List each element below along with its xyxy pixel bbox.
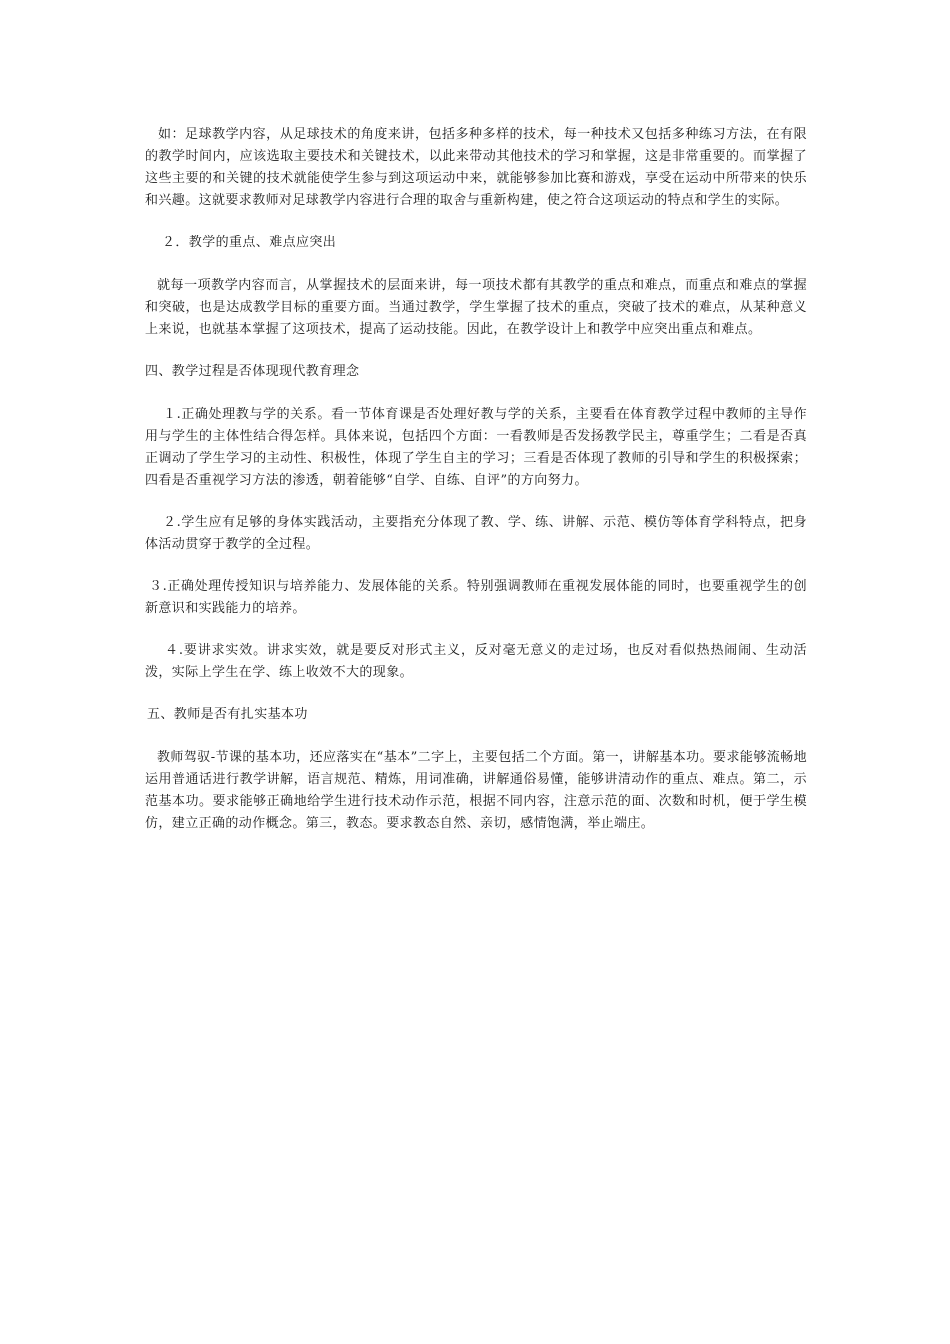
paragraph-football-content: 如：足球教学内容，从足球技术的角度来讲，包括多种多样的技术，每一种技术又包括多种练习方法，在有限的教学时间内，应该选取主要技术和关键技术，以此来带动其他技术的学习和掌握，这是非常重要的。而掌握了这些主要的和关键的技术就能使学生参与到这项运动中来，就能够参加比赛和游戏，享受在运动中所带来的快乐和兴趣。这就要求教师对足球教学内容进行合理的取舍与重新构建，使之符合这项运动的特点和学生的实际。	[145, 127, 807, 208]
subheading-key-points: ２．教学的重点、难点应突出	[162, 235, 337, 250]
paragraph-item-2: ２.学生应有足够的身体实践活动，主要指充分体现了教、学、练、讲解、示范、模仿等体育学科特点，把身体活动贯穿于教学的全过程。	[145, 515, 807, 552]
section-heading-5: 五、教师是否有扎实基本功	[147, 707, 308, 722]
document-page	[145, 124, 807, 855]
paragraph-teacher-skills: 教师驾驭-节课的基本功，还应落实在“基本”二字上，主要包括二个方面。第一，讲解基本功。要求能够流畅地运用普通话进行教学讲解，语言规范、精炼，用词准确，讲解通俗易懂，能够讲清动作的重点、难点。第二，示范基本功。要求能够正确地给学生进行技术动作示范，根据不同内容，注意示范的面、次数和时机，便于学生模仿，建立正确的动作概念。第三，教态。要求教态自然、亲切，感情饱满，举止端庄。	[145, 750, 807, 831]
paragraph-item-4: ４.要讲求实效。讲求实效，就是要反对形式主义，反对毫无意义的走过场，也反对看似热热闹闹、生动活泼，实际上学生在学、练上收效不大的现象。	[145, 643, 807, 680]
paragraph-item-3: ３.正确处理传授知识与培养能力、发展体能的关系。特别强调教师在重视发展体能的同时，也要重视学生的创新意识和实践能力的培养。	[145, 579, 807, 616]
section-heading-4: 四、教学过程是否体现现代教育理念	[145, 364, 360, 379]
paragraph-key-points: 就每一项教学内容而言，从掌握技术的层面来讲，每一项技术都有其教学的重点和难点，而重点和难点的掌握和突破，也是达成教学目标的重要方面。当通过教学，学生掌握了技术的重点，突破了技术的难点，从某种意义上来说，也就基本掌握了这项技术，提高了运动技能。因此，在教学设计上和教学中应突出重点和难点。	[145, 278, 807, 337]
paragraph-item-1: １.正确处理教与学的关系。看一节体育课是否处理好教与学的关系，主要看在体育教学过程中教师的主导作用与学生的主体性结合得怎样。具体来说，包括四个方面：一看教师是否发扬教学民主，尊重学生；二看是否真正调动了学生学习的主动性、积极性，体现了学生自主的学习；三看是否体现了教师的引导和学生的积极探索；四看是否重视学习方法的渗透，朝着能够“自学、自练、自评”的方向努力。	[145, 407, 807, 488]
